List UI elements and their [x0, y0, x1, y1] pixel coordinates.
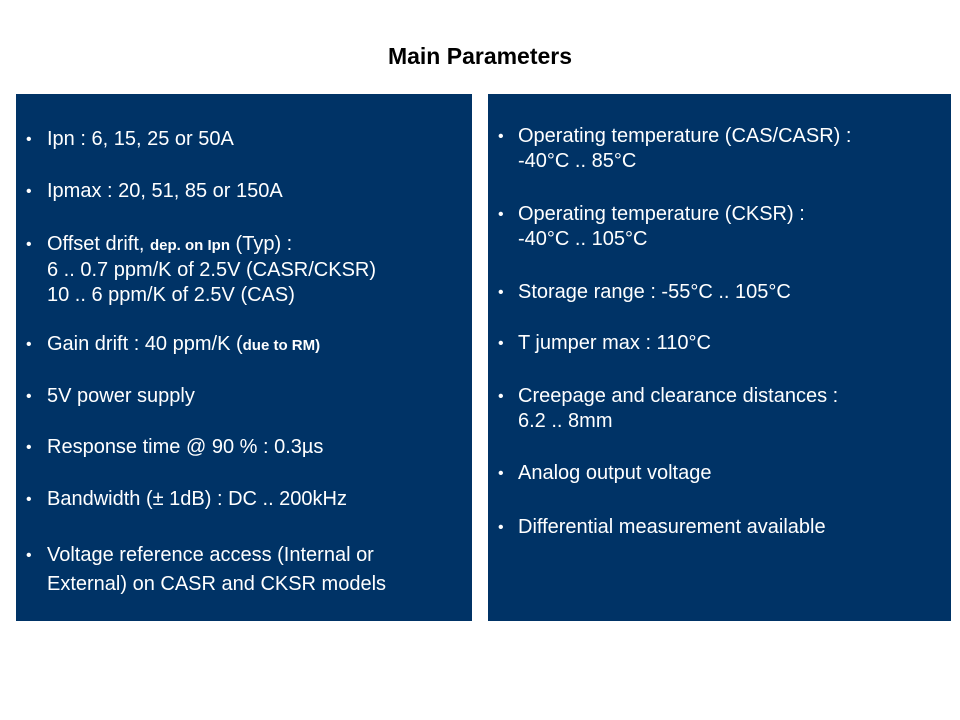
list-item-operating-temp-cas — [488, 124, 943, 174]
bullet-glyph: • — [498, 388, 504, 405]
bullet-glyph: • — [26, 388, 32, 405]
item-text: 5V power supply — [47, 385, 195, 407]
bullet-glyph: • — [26, 336, 32, 353]
list-item-response-time — [16, 435, 464, 460]
item-text-line-2: -40°C .. 105°C — [518, 228, 648, 250]
item-text-bold: dep. on Ipn — [150, 237, 230, 254]
item-text: Response time @ 90 % : 0.3µs — [47, 436, 324, 458]
list-item-ipn — [16, 127, 464, 152]
bullet-glyph: • — [498, 206, 504, 223]
bullet-glyph: • — [498, 465, 504, 482]
list-item-analog-output — [488, 461, 943, 486]
list-item-differential-measurement — [488, 515, 943, 540]
bullet-glyph: • — [26, 547, 32, 564]
list-item-operating-temp-cksr — [488, 202, 943, 252]
list-item-power-supply — [16, 384, 464, 409]
item-text-line-1 — [47, 232, 464, 258]
item-text: Bandwidth (± 1dB) : DC .. 200kHz — [47, 488, 347, 510]
list-item-bandwidth — [16, 487, 464, 512]
list-item-gain-drift — [16, 332, 464, 358]
item-text-line-2: External) on CASR and CKSR models — [47, 573, 387, 595]
item-text-line-2: -40°C .. 85°C — [518, 150, 637, 172]
left-parameters-panel — [16, 94, 472, 621]
bullet-glyph: • — [26, 491, 32, 508]
item-text-pre: Offset drift, — [47, 233, 150, 255]
bullet-glyph: • — [498, 128, 504, 145]
item-text: Ipmax : 20, 51, 85 or 150A — [47, 180, 283, 202]
item-text-line-2: 6.2 .. 8mm — [518, 410, 613, 432]
page-title: Main Parameters — [387, 43, 573, 69]
item-text-line-1: Voltage reference access (Internal or — [47, 544, 374, 566]
item-text-line-2: 6 .. 0.7 ppm/K of 2.5V (CASR/CKSR) — [47, 259, 377, 281]
item-text-line-3: 10 .. 6 ppm/K of 2.5V (CAS) — [47, 284, 295, 306]
bullet-glyph: • — [498, 284, 504, 301]
list-item-storage-range — [488, 280, 943, 305]
list-item-creepage-clearance — [488, 384, 943, 434]
item-text-line-1: Operating temperature (CAS/CASR) : — [518, 125, 852, 147]
bullet-glyph: • — [498, 519, 504, 536]
item-text — [47, 332, 464, 358]
bullet-glyph: • — [26, 131, 32, 148]
bullet-glyph: • — [498, 335, 504, 352]
item-text-bold: due to RM) — [242, 337, 321, 354]
item-text: Ipn : 6, 15, 25 or 50A — [47, 128, 234, 150]
list-item-ipmax — [16, 179, 464, 204]
item-text-line-1: Operating temperature (CKSR) : — [518, 203, 805, 225]
bullet-glyph: • — [26, 439, 32, 456]
item-text-line-1: Creepage and clearance distances : — [518, 385, 839, 407]
item-text-post: (Typ) : — [230, 233, 293, 255]
item-text: T jumper max : 110°C — [518, 332, 711, 354]
item-text: Storage range : -55°C .. 105°C — [518, 281, 791, 303]
right-parameters-panel — [488, 94, 951, 621]
list-item-t-jumper-max — [488, 331, 943, 356]
item-text: Analog output voltage — [518, 462, 712, 484]
item-text-pre: Gain drift : 40 ppm/K ( — [47, 333, 243, 355]
bullet-glyph: • — [26, 183, 32, 200]
list-item-voltage-reference — [16, 541, 464, 599]
list-item-offset-drift — [16, 232, 464, 308]
item-text: Differential measurement available — [518, 516, 826, 538]
bullet-glyph: • — [26, 236, 32, 253]
